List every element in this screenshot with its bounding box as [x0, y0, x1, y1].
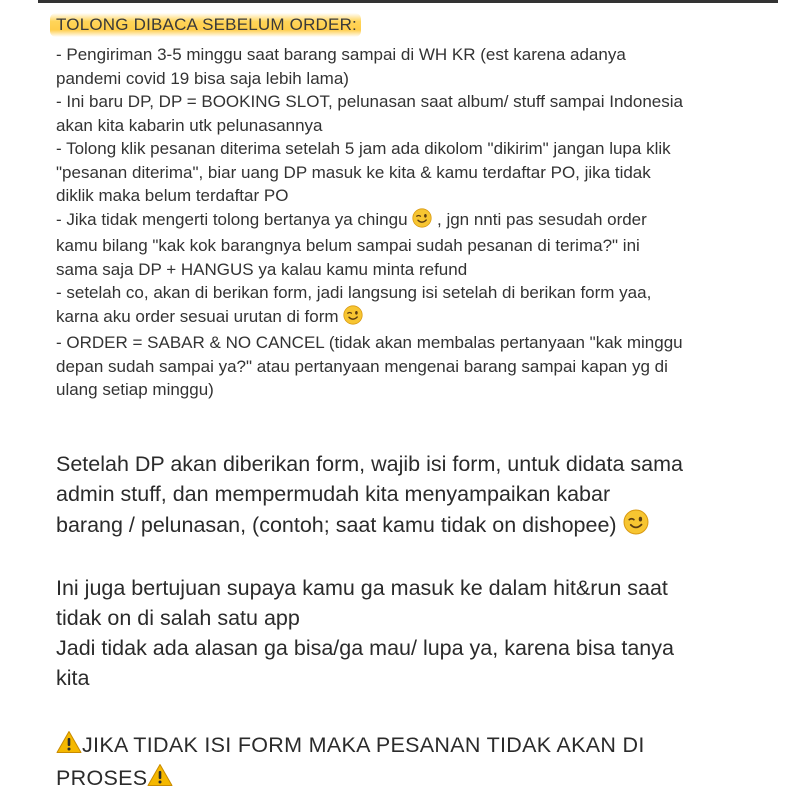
paragraph-form-info: [56, 450, 756, 544]
paragraph-no-excuse: [56, 634, 756, 693]
rule-line: pandemi covid 19 bisa saja lebih lama): [56, 68, 349, 88]
paragraph-line: Jadi tidak ada alasan ga bisa/ga mau/ lupa ya, karena bisa tanya: [56, 636, 674, 660]
warning-icon: [56, 730, 82, 763]
paragraph-line: Setelah DP akan diberikan form, wajib isi form, untuk didata sama: [56, 452, 683, 476]
warning-text: PROSES: [56, 765, 148, 790]
paragraph-text: barang / pelunasan, (contoh; saat kamu tidak on dishopee): [56, 513, 617, 537]
winking-face-icon: [343, 305, 363, 332]
notice-title: TOLONG DIBACA SEBELUM ORDER:: [50, 13, 361, 37]
rule-no-cancel: [56, 331, 756, 402]
rules-list: [56, 43, 756, 402]
rule-line: [56, 305, 756, 332]
rule-shipping: [56, 43, 756, 90]
rule-line: depan sudah sampai ya?" atau pertanyaan mengenai barang sampai kapan yg di: [56, 356, 668, 376]
rule-confirm: [56, 137, 756, 208]
paragraph-line: [56, 730, 756, 763]
rule-line: - Tolong klik pesanan diterima setelah 5 jam ada dikolom "dikirim" jangan lupa klik: [56, 139, 671, 158]
rule-line: [56, 208, 756, 235]
top-border-line: [38, 0, 778, 3]
rule-text: - Jika tidak mengerti tolong bertanya ya chingu: [56, 209, 408, 229]
rule-line: diklik maka belum terdaftar PO: [56, 186, 289, 205]
rule-text: karna aku order sesuai urutan di form: [56, 306, 339, 326]
warning-text: JIKA TIDAK ISI FORM MAKA PESANAN TIDAK AKAN DI: [82, 733, 645, 757]
rule-line: - ORDER = SABAR & NO CANCEL (tidak akan membalas pertanyaan "kak minggu: [56, 333, 683, 352]
paragraph-line: [56, 763, 756, 796]
rule-line: sama saja DP + HANGUS ya kalau kamu minta refund: [56, 259, 468, 279]
paragraph-line: [56, 509, 756, 544]
warning-paragraph: [56, 730, 756, 795]
rule-line: ulang setiap minggu): [56, 380, 214, 399]
rule-dp: [56, 90, 756, 137]
rule-line: - setelah co, akan di berikan form, jadi langsung isi setelah di berikan form yaa,: [56, 283, 652, 302]
rule-line: akan kita kabarin utk pelunasannya: [56, 115, 323, 135]
warning-icon: [147, 763, 173, 796]
rule-line: - Ini baru DP, DP = BOOKING SLOT, pelunasan saat album/ stuff sampai Indonesia: [56, 92, 683, 111]
winking-face-icon: [623, 509, 649, 544]
paragraph-line: tidak on di salah satu app: [56, 605, 300, 630]
rule-form: [56, 281, 756, 331]
rule-line: - Pengiriman 3-5 minggu saat barang sampai di WH KR (est karena adanya: [56, 45, 626, 64]
rule-text: , jgn nnti pas sesudah order: [437, 209, 647, 229]
rule-line: kamu bilang "kak kok barangnya belum sampai sudah pesanan di terima?" ini: [56, 236, 640, 255]
paragraph-line: Ini juga bertujuan supaya kamu ga masuk ke dalam hit&run saat: [56, 576, 668, 600]
winking-face-icon: [412, 208, 432, 235]
paragraph-hit-run: [56, 574, 756, 633]
paragraph-line: admin stuff, dan mempermudah kita menyampaikan kabar: [56, 481, 611, 506]
rule-line: "pesanan diterima", biar uang DP masuk ke kita & kamu terdaftar PO, jika tidak: [56, 162, 651, 182]
rule-ask: [56, 208, 756, 282]
paragraph-line: kita: [56, 665, 90, 690]
